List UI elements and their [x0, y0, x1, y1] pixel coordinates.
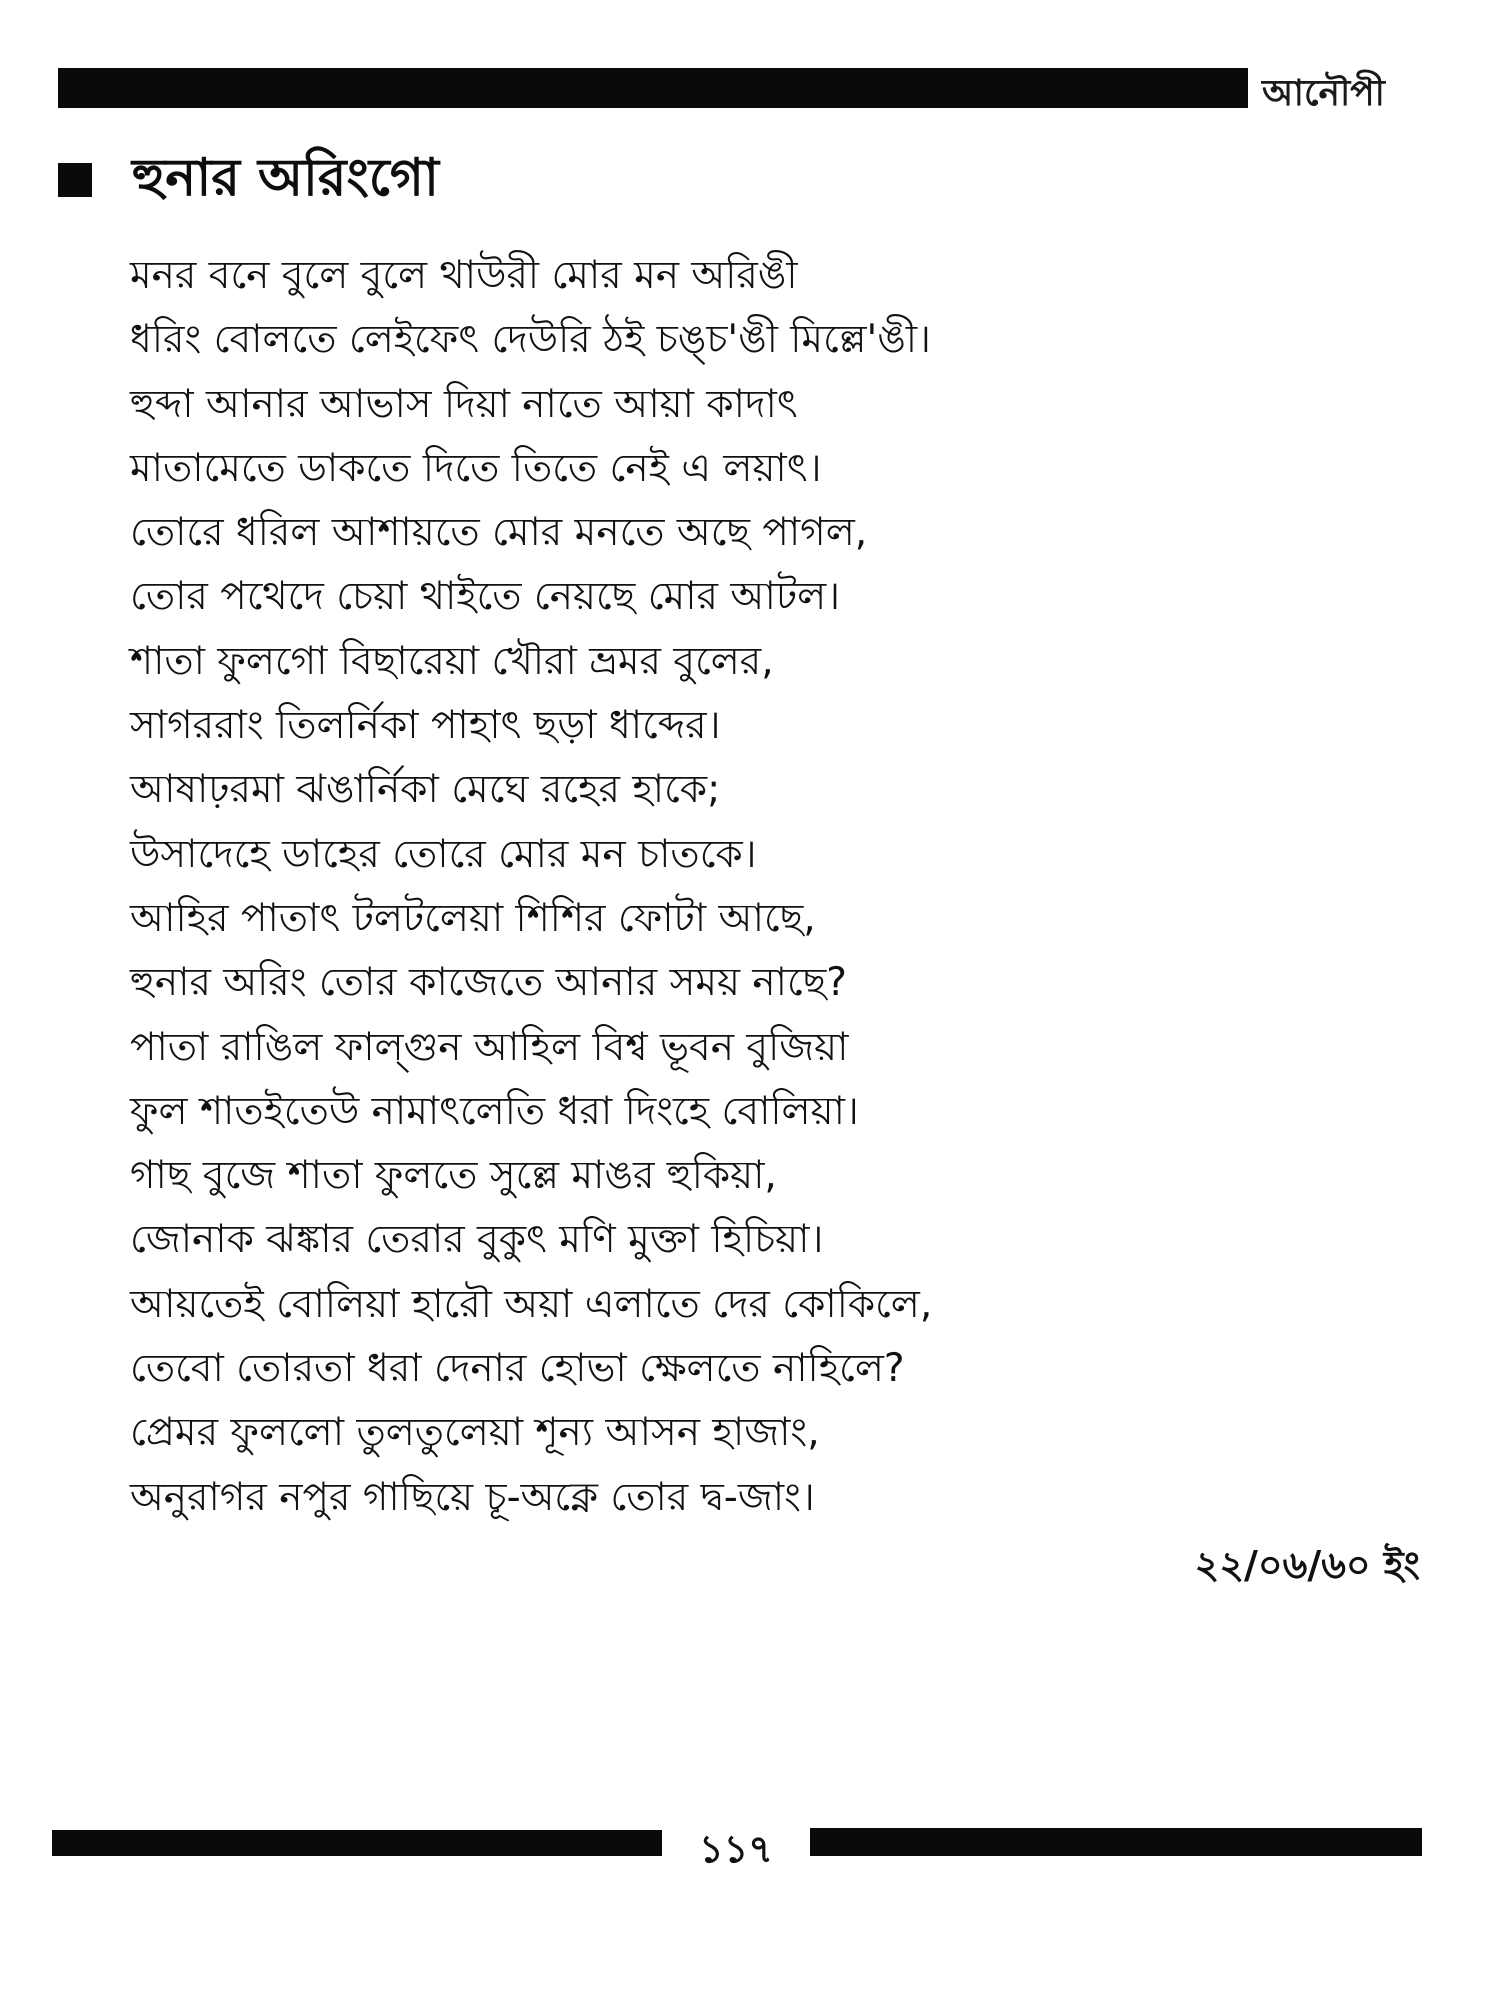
poem-line: আয়তেই বোলিয়া হারৌ অয়া এলাতে দের কোকিলে,: [130, 1281, 933, 1327]
poem-line: গাছ বুজে শাতা ফুলতে সুল্লে মাঙর হুকিয়া,: [130, 1153, 777, 1199]
square-bullet-icon: [58, 163, 92, 197]
poem-line: হুনার অরিং তোর কাজেতে আনার সময় নাছে?: [130, 960, 847, 1006]
poem-line: ফুল শাতইতেউ নামাৎলেতি ধরা দিংহে বোলিয়া।: [130, 1088, 859, 1134]
poem-line: সাগররাং তিলর্নিকা পাহাৎ ছড়া ধাব্দের।: [130, 703, 721, 749]
poem-line: উসাদেহে ডাহের তোরে মোর মন চাতকে।: [130, 831, 757, 877]
poem-line: তেবো তোরতা ধরা দেনার হোভা ক্ষেলতে নাহিলে?: [130, 1346, 905, 1392]
poem-line: পাতা রাঙিল ফাল্গুন আহিল বিশ্ব ভূবন বুজিয়া: [130, 1024, 849, 1070]
poem-line: তোর পথেদে চেয়া থাইতে নেয়ছে মোর আটল।: [130, 574, 841, 620]
poem-line: শাতা ফুলগো বিছারেয়া খৌরা ভ্রমর বুলের,: [130, 638, 774, 684]
poem-line: মনর বনে বুলে বুলে থাউরী মোর মন অরিঙী: [130, 253, 798, 298]
poem-line: তোরে ধরিল আশায়তে মোর মনতে অছে পাগল,: [130, 510, 868, 556]
poem-date: ২২/০৬/৬০ ইং: [1194, 1543, 1420, 1587]
poem-line: আহির পাতাৎ টলটলেয়া শিশির ফোটা আছে,: [130, 895, 816, 941]
poem-line: ধরিং বোলতে লেইফেৎ দেউরি ঠই চঙ্চ'ঙী মিল্লে'ঙী।: [130, 317, 931, 363]
poem-line: অনুরাগর নপুর গাছিয়ে চূ-অক্নে তোর দ্ব-জাং।: [130, 1474, 815, 1520]
poem-line: প্রেমর ফুললো তুলতুলেয়া শূন্য আসন হাজাং,: [130, 1410, 820, 1456]
page-number: ১১৭: [698, 1827, 774, 1871]
poem-body: [130, 244, 1130, 1530]
poem-line: আষাঢ়রমা ঝঙার্নিকা মেঘে রহের হাকে;: [130, 767, 721, 813]
poem-line: হুব্দা আনার আভাস দিয়া নাতে আয়া কাদাৎ: [130, 381, 798, 427]
poem-heading: [58, 147, 439, 210]
footer-rule-left: [52, 1830, 662, 1856]
footer-rule-right: [810, 1828, 1422, 1856]
header-rule: [58, 68, 1248, 108]
running-head: আনৌপী: [1262, 73, 1385, 114]
poem-line: জোনাক ঝঙ্কার তেরার বুকুৎ মণি মুক্তা হিচিয়া।: [130, 1217, 824, 1263]
poem-title: হুনার অরিংগো: [132, 147, 439, 208]
poem-line: মাতামেতে ডাকতে দিতে তিতে নেই এ লয়াৎ।: [130, 445, 822, 491]
